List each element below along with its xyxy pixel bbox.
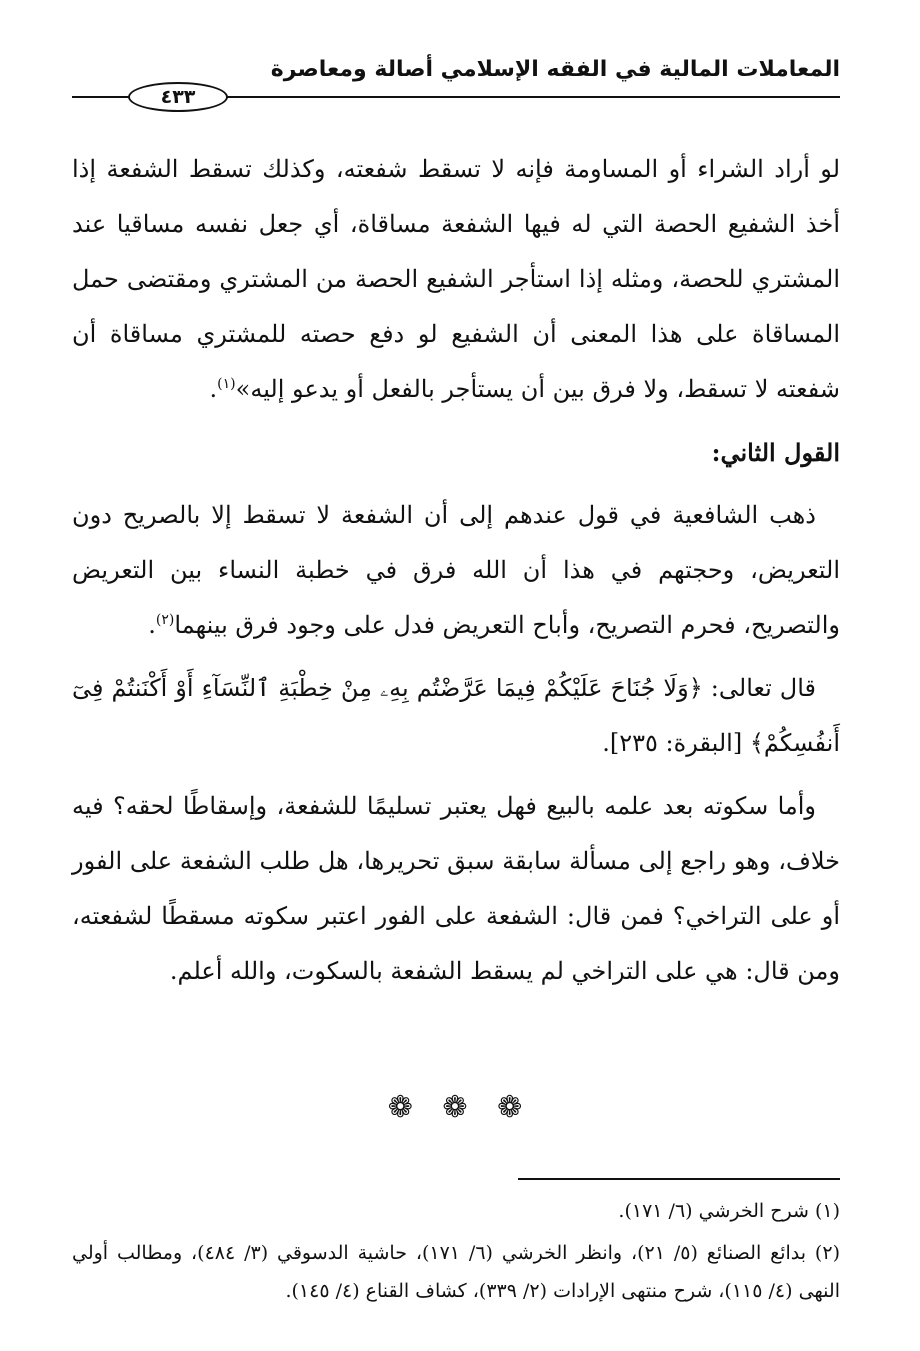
paragraph-verse — [72, 661, 840, 771]
footnote-ref-1: (١) — [217, 376, 236, 392]
paragraph-end: . — [148, 611, 156, 639]
running-header-title: المعاملات المالية في الفقه الإسلامي أصالة ومعاصرة — [270, 57, 840, 82]
paragraph-end: . — [209, 375, 218, 403]
verse-intro: قال تعالى: — [702, 674, 817, 702]
footnote-ref-2: (٢) — [155, 612, 175, 628]
footnote-rule — [518, 1178, 840, 1180]
paragraph-silence: وأما سكوته بعد علمه بالبيع فهل يعتبر تسليمًا للشفعة، وإسقاطًا لحقه؟ فيه خلاف، وهو راجع إلى مسألة سابقة سبق تحريرها، هل طلب الشفعة على الفور أو على التراخي؟ فمن قال: الشفعة على الفور اعتبر سكوته مسقطًا لشفعته، ومن قال: هي على التراخي لم يسقط الشفعة بالسكوت، والله أعلم. — [72, 792, 840, 985]
paragraph-text: ذهب الشافعية في قول عندهم إلى أن الشفعة لا تسقط إلا بالصريح دون التعريض، وحجتهم في هذا أن الله فرق في خطبة النساء بين التعريض والتصريح، فحرم التصريح، وأباح التعريض فدل على وجود فرق بينهما — [72, 501, 840, 639]
footnote-2: (٢) بدائع الصنائع (٥/ ٢١)، وانظر الخرشي (٦/ ١٧١)، حاشية الدسوقي (٣/ ٤٨٤)، ومطالب أولي النهى (٤/ ١١٥)، شرح منتهى الإرادات (٢/ ٣٣٩)، كشاف القناع (٤/ ١٤٥). — [72, 1242, 840, 1302]
section-ornament: ❁ ❁ ❁ — [387, 1090, 533, 1125]
quran-verse: ﴿وَلَا جُنَاحَ عَلَيْكُمْ فِيمَا عَرَّضْتُم بِهِۦ مِنْ خِطْبَةِ ٱلنِّسَآءِ أَوْ أَكْنَنتُمْ فِىٓ أَنفُسِكُمْ﴾ — [72, 674, 840, 757]
page-number: ٤٣٣ — [128, 82, 228, 112]
section-heading: القول الثاني: — [711, 438, 840, 467]
paragraph-continuation — [72, 142, 840, 417]
paragraph-shafii — [72, 488, 840, 653]
verse-source: [البقرة: ٢٣٥]. — [602, 729, 750, 757]
paragraph-text: لو أراد الشراء أو المساومة فإنه لا تسقط شفعته، وكذلك تسقط الشفعة إذا أخذ الشفيع الحصة التي له فيها الشفعة مساقاة، أي جعل نفسه مساقيا عند المشتري للحصة، ومثله إذا استأجر الشفيع الحصة من المشتري ومقتضى حمل المساقاة على هذا المعنى أن الشفيع لو دفع حصته للمشتري مساقاة أن شفعته لا تسقط، ولا فرق بين أن يستأجر بالفعل أو يدعو إليه» — [72, 155, 840, 403]
footnote-1: (١) شرح الخرشي (٦/ ١٧١). — [618, 1200, 840, 1222]
footnotes — [72, 1192, 840, 1314]
body-text — [72, 142, 840, 999]
